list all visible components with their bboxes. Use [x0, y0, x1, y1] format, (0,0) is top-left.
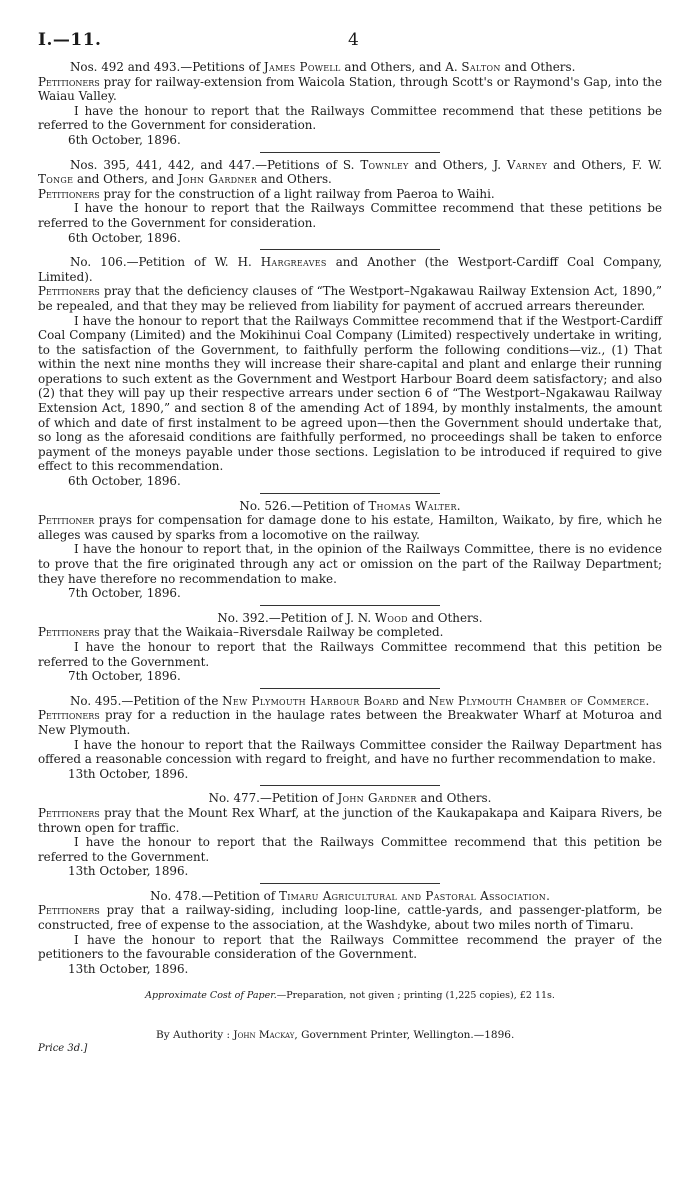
- petition-entry: [38, 889, 662, 977]
- printer-authority: By Authority : John Mackay, Government Printer, Wellington.—1896.: [156, 1029, 515, 1042]
- section-divider: [260, 688, 440, 689]
- committee-report: I have the honour to report that the Railways Committee recommend that this petition be referred to the Government.: [38, 639, 662, 669]
- page-footer: [38, 1023, 662, 1063]
- section-divider: [260, 249, 440, 250]
- petition-prayer: Petitioners pray that the Waikaia–Riversdale Railway be completed.: [38, 625, 444, 640]
- committee-report: I have the honour to report that the Railways Committee recommend that this petition be referred to the Government.: [38, 835, 662, 864]
- page-header: [38, 30, 662, 60]
- page-number: 4: [348, 30, 359, 50]
- price-note: Price 3d.]: [38, 1043, 88, 1055]
- section-divider: [260, 152, 440, 153]
- report-date: 13th October, 1896.: [68, 961, 189, 976]
- report-date: 13th October, 1896.: [68, 766, 189, 781]
- petition-prayer: Petitioners pray that the deficiency clauses of “The Westport–Ngakawau Railway Extension Act, 1890,” be repealed, and that they may be relieved from liability for payment of accrued arrears thereunder.: [38, 284, 662, 313]
- petition-entry: [38, 611, 662, 684]
- petition-prayer: Petitioners pray for railway-extension from Waicola Station, through Scott's or Raymond's Gap, into the Waiau Valley.: [38, 74, 662, 104]
- petition-prayer: Petitioner prays for compensation for damage done to his estate, Hamilton, Waikato, by fire, which he alleges was caused by sparks from a locomotive on the railway.: [38, 513, 662, 542]
- committee-report: I have the honour to report that the Railways Committee recommend the prayer of the petitioners to the favourable consideration of the Government.: [38, 932, 662, 962]
- report-date: 6th October, 1896.: [68, 132, 181, 147]
- petition-entry: [38, 60, 662, 148]
- report-date: 7th October, 1896.: [68, 669, 181, 684]
- petition-title: Nos. 492 and 493.—Petitions of James Powell and Others, and A. Salton and Others.: [70, 60, 576, 74]
- report-date: 13th October, 1896.: [68, 864, 189, 879]
- petition-prayer: Petitioners pray for the construction of a light railway from Paeroa to Waihi.: [38, 186, 495, 201]
- petition-title: Nos. 395, 441, 442, and 447.—Petitions of S. Townley and Others, J. Varney and Others, F. W. Tonge and Others, and John Gardner and Others.: [38, 157, 662, 187]
- petition-title: No. 477.—Petition of John Gardner and Others.: [208, 791, 492, 806]
- document-page: [38, 30, 662, 1063]
- petition-prayer: Petitioners pray for a reduction in the haulage rates between the Breakwater Wharf at Moturoa and New Plymouth.: [38, 708, 662, 737]
- petition-entry: [38, 255, 662, 489]
- report-date: 6th October, 1896.: [68, 474, 181, 489]
- section-divider: [260, 785, 440, 786]
- committee-report: I have the honour to report that the Railways Committee recommend that if the Westport-Cardiff Coal Company (Limited) and the Mokihinui Coal Company (Limited) respectively undertake in writing, to the satisfaction of the Government, to faithfully perform the following conditions—viz., (1) That within the next nine months they will increase their share-capital and plant and enlarge their running operations to such extent as the Government and Westport Harbour Board deem satisfactory; and also (2) that they will pay up their respective arrears under section 6 of “The Westport–Ngakawau Railway Extension Act, 1890,” and section 8 of the amending Act of 1894, by monthly instalments, the amount of which and date of first instalment to be agreed upon—then the Government should undertake that, so long as the aforesaid conditions are faithfully performed, no proceedings shall be taken to enforce payment of the moneys payable under those sections. Legislation to be introduced if required to give effect to this recommendation.: [38, 313, 662, 474]
- committee-report: I have the honour to report that, in the opinion of the Railways Committee, there is no evidence to prove that the fire originated through any act or omission on the part of the Railway Department; they have therefore no recommendation to make.: [38, 542, 662, 586]
- petition-prayer: Petitioners pray that the Mount Rex Wharf, at the junction of the Kaukapakapa and Kaipara Rivers, be thrown open for traffic.: [38, 805, 662, 835]
- petition-title: No. 478.—Petition of Timaru Agricultural and Pastoral Association.: [150, 888, 550, 903]
- committee-report: I have the honour to report that the Railways Committee recommend that these petitions be referred to the Government for consideration.: [38, 201, 662, 230]
- petition-title: No. 526.—Petition of Thomas Walter.: [239, 498, 461, 513]
- petition-entry: [38, 499, 662, 601]
- petition-entry: [38, 694, 662, 782]
- section-divider: [260, 883, 440, 884]
- petition-title: No. 106.—Petition of W. H. Hargreaves and Another (the Westport-Cardiff Coal Company, Limited).: [38, 255, 662, 284]
- section-divider: [260, 605, 440, 606]
- committee-report: I have the honour to report that the Railways Committee recommend that these petitions be referred to the Government for consideration.: [38, 103, 662, 133]
- cost-of-paper-note: Approximate Cost of Paper.—Preparation, not given ; printing (1,225 copies), £2 11s.: [145, 990, 555, 1002]
- petition-title: No. 495.—Petition of the New Plymouth Harbour Board and New Plymouth Chamber of Commerce.: [70, 693, 650, 708]
- parliamentary-paper-ref: I.—11.: [38, 30, 102, 50]
- petition-entry: [38, 158, 662, 246]
- petition-prayer: Petitioners pray that a railway-siding, including loop-line, cattle-yards, and passenger-platform, be constructed, free of expense to the association, at the Washdyke, about two miles north of Timaru.: [38, 903, 662, 933]
- petition-title: No. 392.—Petition of J. N. Wood and Others.: [217, 610, 483, 625]
- report-date: 6th October, 1896.: [68, 230, 181, 245]
- petition-entry: [38, 791, 662, 879]
- committee-report: I have the honour to report that the Railways Committee consider the Railway Department has offered a reasonable concession with regard to freight, and have no further recommendation to make.: [38, 737, 662, 767]
- section-divider: [260, 493, 440, 494]
- report-date: 7th October, 1896.: [68, 586, 181, 601]
